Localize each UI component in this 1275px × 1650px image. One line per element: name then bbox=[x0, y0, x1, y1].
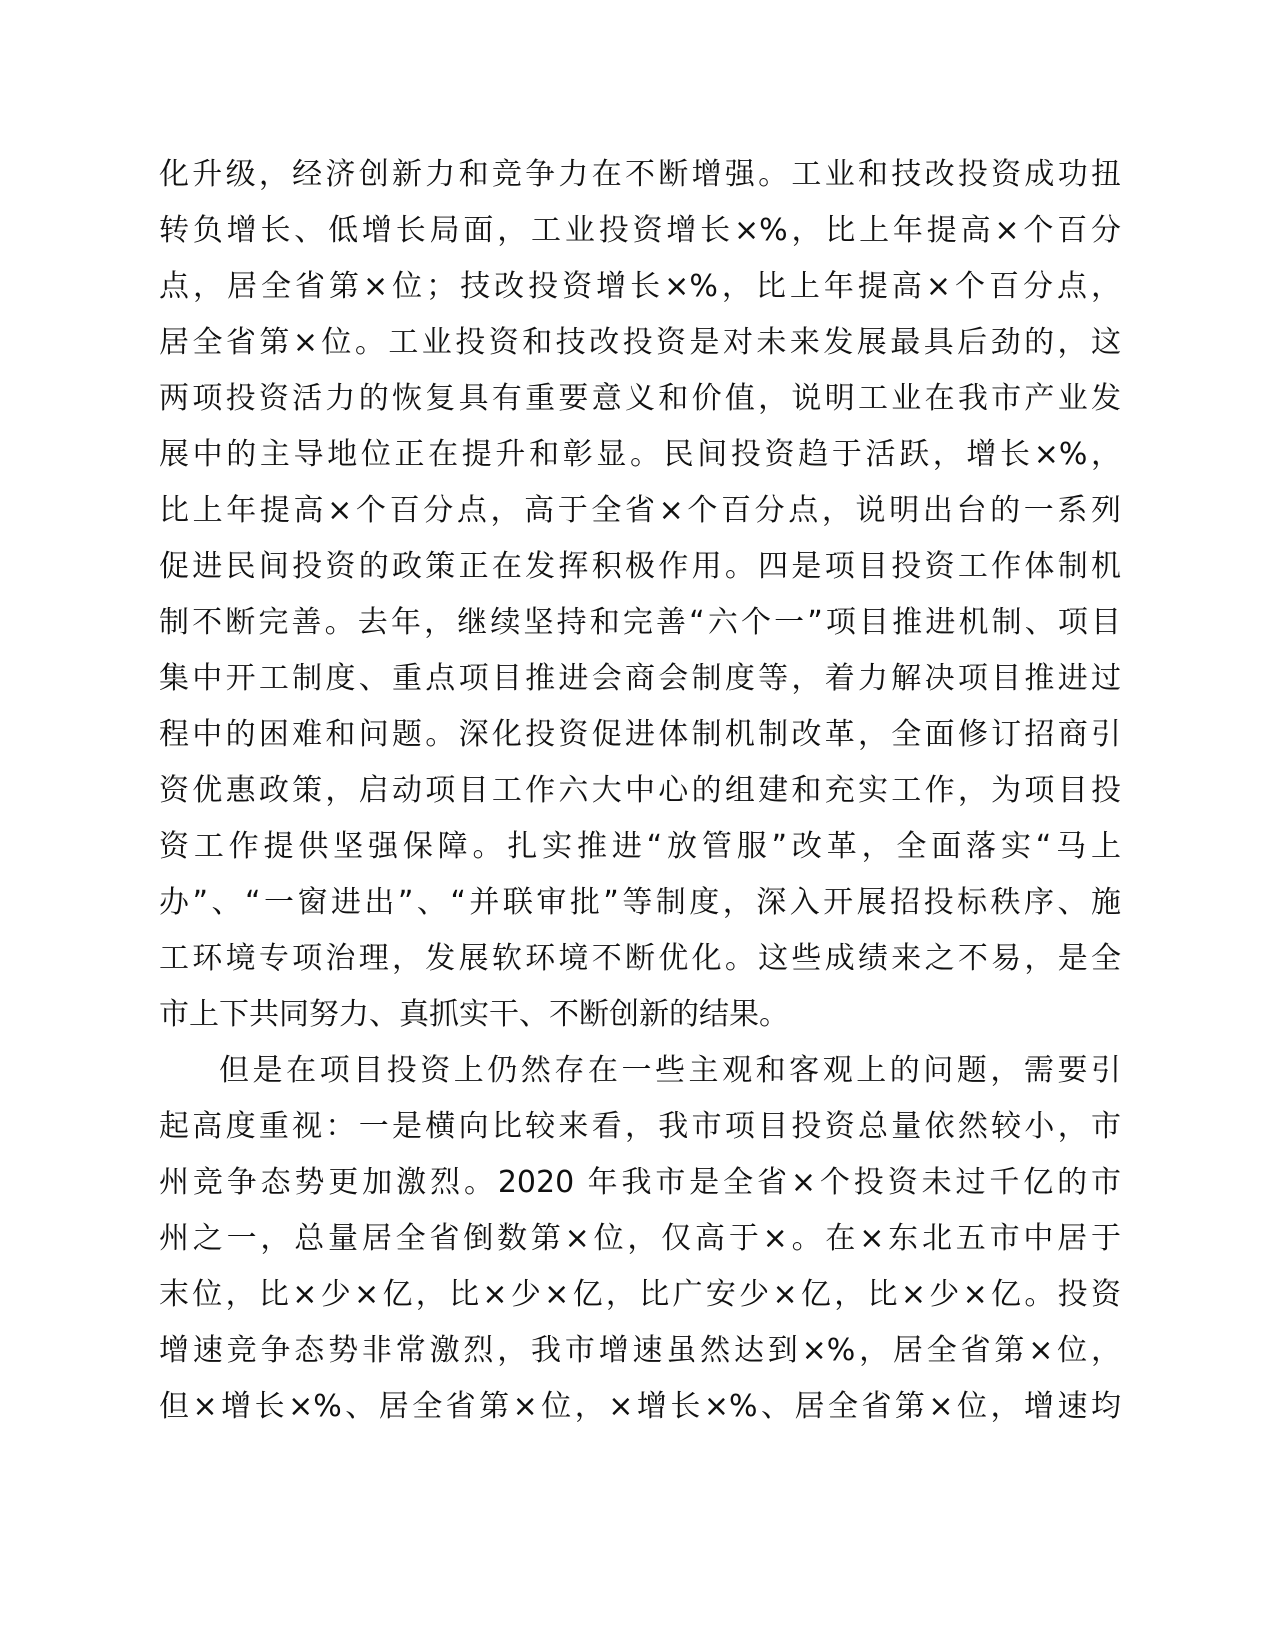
text-line: 化升级，经济创新力和竞争力在不断增强。工业和技改投资成功扭 bbox=[159, 157, 1121, 192]
text-line: 增速竞争态势非常激烈，我市增速虽然达到×%，居全省第×位， bbox=[159, 1333, 1121, 1368]
text-line: 促进民间投资的政策正在发挥积极作用。四是项目投资工作体制机 bbox=[159, 549, 1121, 584]
text-line: 市上下共同努力、真抓实干、不断创新的结果。 bbox=[159, 997, 789, 1032]
text-line: 资优惠政策，启动项目工作六大中心的组建和充实工作，为项目投 bbox=[159, 773, 1121, 808]
text-line: 州竞争态势更加激烈。2020 年我市是全省×个投资未过千亿的市 bbox=[159, 1165, 1121, 1200]
text-line: 但是在项目投资上仍然存在一些主观和客观上的问题，需要引 bbox=[219, 1053, 1121, 1088]
text-line: 程中的困难和问题。深化投资促进体制机制改革，全面修订招商引 bbox=[159, 717, 1121, 752]
text-line: 资工作提供坚强保障。扎实推进“放管服”改革，全面落实“马上 bbox=[159, 829, 1121, 864]
text-line: 集中开工制度、重点项目推进会商会制度等，着力解决项目推进过 bbox=[159, 661, 1121, 696]
text-line: 末位，比×少×亿，比×少×亿，比广安少×亿，比×少×亿。投资 bbox=[159, 1277, 1121, 1312]
text-line: 制不断完善。去年，继续坚持和完善“六个一”项目推进机制、项目 bbox=[159, 605, 1121, 640]
text-line: 办”、“一窗进出”、“并联审批”等制度，深入开展招投标秩序、施 bbox=[159, 885, 1121, 920]
text-line: 起高度重视：一是横向比较来看，我市项目投资总量依然较小，市 bbox=[159, 1109, 1121, 1144]
text-line: 两项投资活力的恢复具有重要意义和价值，说明工业在我市产业发 bbox=[159, 381, 1121, 416]
text-line: 工环境专项治理，发展软环境不断优化。这些成绩来之不易，是全 bbox=[159, 941, 1121, 976]
text-line: 比上年提高×个百分点，高于全省×个百分点，说明出台的一系列 bbox=[159, 493, 1121, 528]
text-line: 但×增长×%、居全省第×位，×增长×%、居全省第×位，增速均 bbox=[159, 1389, 1121, 1424]
text-line: 转负增长、低增长局面，工业投资增长×%，比上年提高×个百分 bbox=[159, 213, 1121, 248]
text-line: 居全省第×位。工业投资和技改投资是对未来发展最具后劲的，这 bbox=[159, 325, 1121, 360]
text-line: 展中的主导地位正在提升和彰显。民间投资趋于活跃，增长×%， bbox=[159, 437, 1121, 472]
text-line: 点，居全省第×位；技改投资增长×%，比上年提高×个百分点， bbox=[159, 269, 1121, 304]
text-line: 州之一，总量居全省倒数第×位，仅高于×。在×东北五市中居于 bbox=[159, 1221, 1121, 1256]
